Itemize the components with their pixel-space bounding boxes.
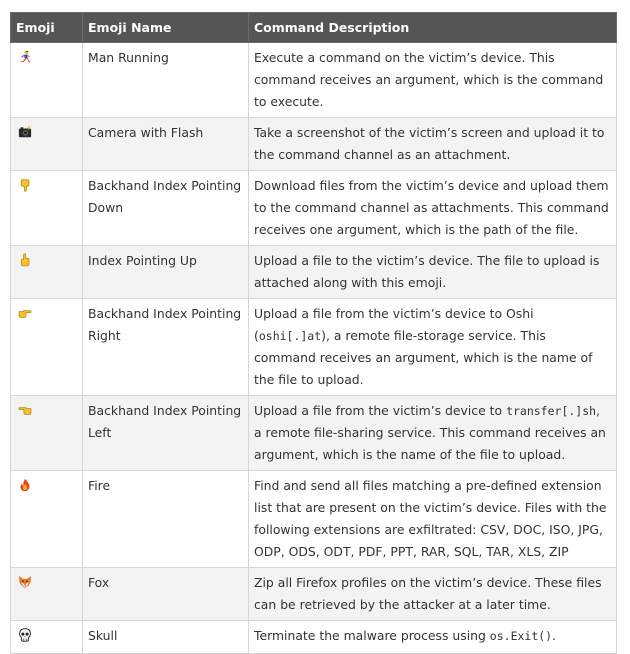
header-emoji-name: Emoji Name	[83, 13, 249, 43]
emoji-cell	[11, 568, 83, 621]
emoji-name-cell: Fox	[83, 568, 249, 621]
description-text: Download files from the victim’s device and upload them to the command channel as attachments. This command receives one argument, which is the path of the file.	[254, 178, 609, 237]
emoji-name-cell: Backhand Index Pointing Left	[83, 396, 249, 471]
backhand-index-pointing-down-icon	[18, 178, 32, 192]
description-text: Zip all Firefox profiles on the victim’s device. These files can be retrieved by the attacker at a later time.	[254, 575, 602, 612]
emoji-cell	[11, 471, 83, 568]
command-description-cell	[249, 621, 617, 654]
os-exit-code: os.Exit()	[489, 629, 553, 643]
description-text: Execute a command on the victim’s device. This command receives an argument, which is the command to execute.	[254, 50, 604, 109]
command-description-cell	[249, 299, 617, 396]
emoji-name-cell: Backhand Index Pointing Down	[83, 171, 249, 246]
command-description-cell	[249, 246, 617, 299]
header-command-description: Command Description	[249, 13, 617, 43]
command-description-cell	[249, 43, 617, 118]
command-description-cell	[249, 396, 617, 471]
table-row	[11, 246, 617, 299]
table-row	[11, 396, 617, 471]
table-row	[11, 471, 617, 568]
description-text: Upload a file from the victim’s device to Oshi (	[254, 306, 534, 343]
command-description-cell	[249, 118, 617, 171]
skull-icon	[18, 628, 32, 642]
command-description-cell	[249, 568, 617, 621]
command-table	[10, 12, 617, 654]
emoji-cell	[11, 246, 83, 299]
emoji-cell	[11, 396, 83, 471]
emoji-cell	[11, 299, 83, 396]
emoji-cell	[11, 171, 83, 246]
table-row	[11, 171, 617, 246]
table-row	[11, 621, 617, 654]
camera-with-flash-icon	[18, 125, 32, 139]
description-text: ), a remote file-storage service. This command receives an argument, which is the name of the file to upload.	[254, 328, 593, 387]
description-text: Take a screenshot of the victim’s screen and upload it to the command channel as an attachment.	[254, 125, 605, 162]
description-text: Find and send all files matching a pre-defined extension list that are present on the victim’s device. Files with the following extensions are exfiltrated: CSV, DOC, ISO, JPG, ODP, ODS, ODT, PDF, PPT, RAR, SQL, TAR, XLS, ZIP	[254, 478, 607, 559]
header-emoji: Emoji	[11, 13, 83, 43]
emoji-name-cell: Fire	[83, 471, 249, 568]
emoji-name-cell: Backhand Index Pointing Right	[83, 299, 249, 396]
emoji-cell	[11, 118, 83, 171]
emoji-cell	[11, 621, 83, 654]
table-row	[11, 118, 617, 171]
table-row	[11, 299, 617, 396]
command-description-cell	[249, 171, 617, 246]
index-pointing-up-icon	[18, 253, 32, 267]
emoji-name-cell: Skull	[83, 621, 249, 654]
transfer-domain-code: transfer[.]sh	[506, 404, 597, 418]
emoji-cell	[11, 43, 83, 118]
backhand-index-pointing-left-icon	[18, 403, 32, 417]
table-header-row	[11, 13, 617, 43]
description-text: .	[552, 628, 557, 643]
man-running-icon	[18, 50, 32, 64]
description-text: , a remote file-sharing service. This command receives an argument, which is the name of the file to upload.	[254, 403, 606, 462]
emoji-name-cell: Index Pointing Up	[83, 246, 249, 299]
emoji-name-cell: Man Running	[83, 43, 249, 118]
oshi-domain-code: oshi[.]at	[258, 329, 322, 343]
table-row	[11, 43, 617, 118]
table-row	[11, 568, 617, 621]
description-text: Upload a file to the victim’s device. The file to upload is attached along with this emoji.	[254, 253, 600, 290]
backhand-index-pointing-right-icon	[18, 306, 32, 320]
fire-icon	[18, 478, 32, 492]
fox-icon	[18, 575, 32, 589]
description-text: Terminate the malware process using	[254, 628, 490, 643]
command-description-cell	[249, 471, 617, 568]
description-text: Upload a file from the victim’s device to	[254, 403, 507, 418]
emoji-name-cell: Camera with Flash	[83, 118, 249, 171]
